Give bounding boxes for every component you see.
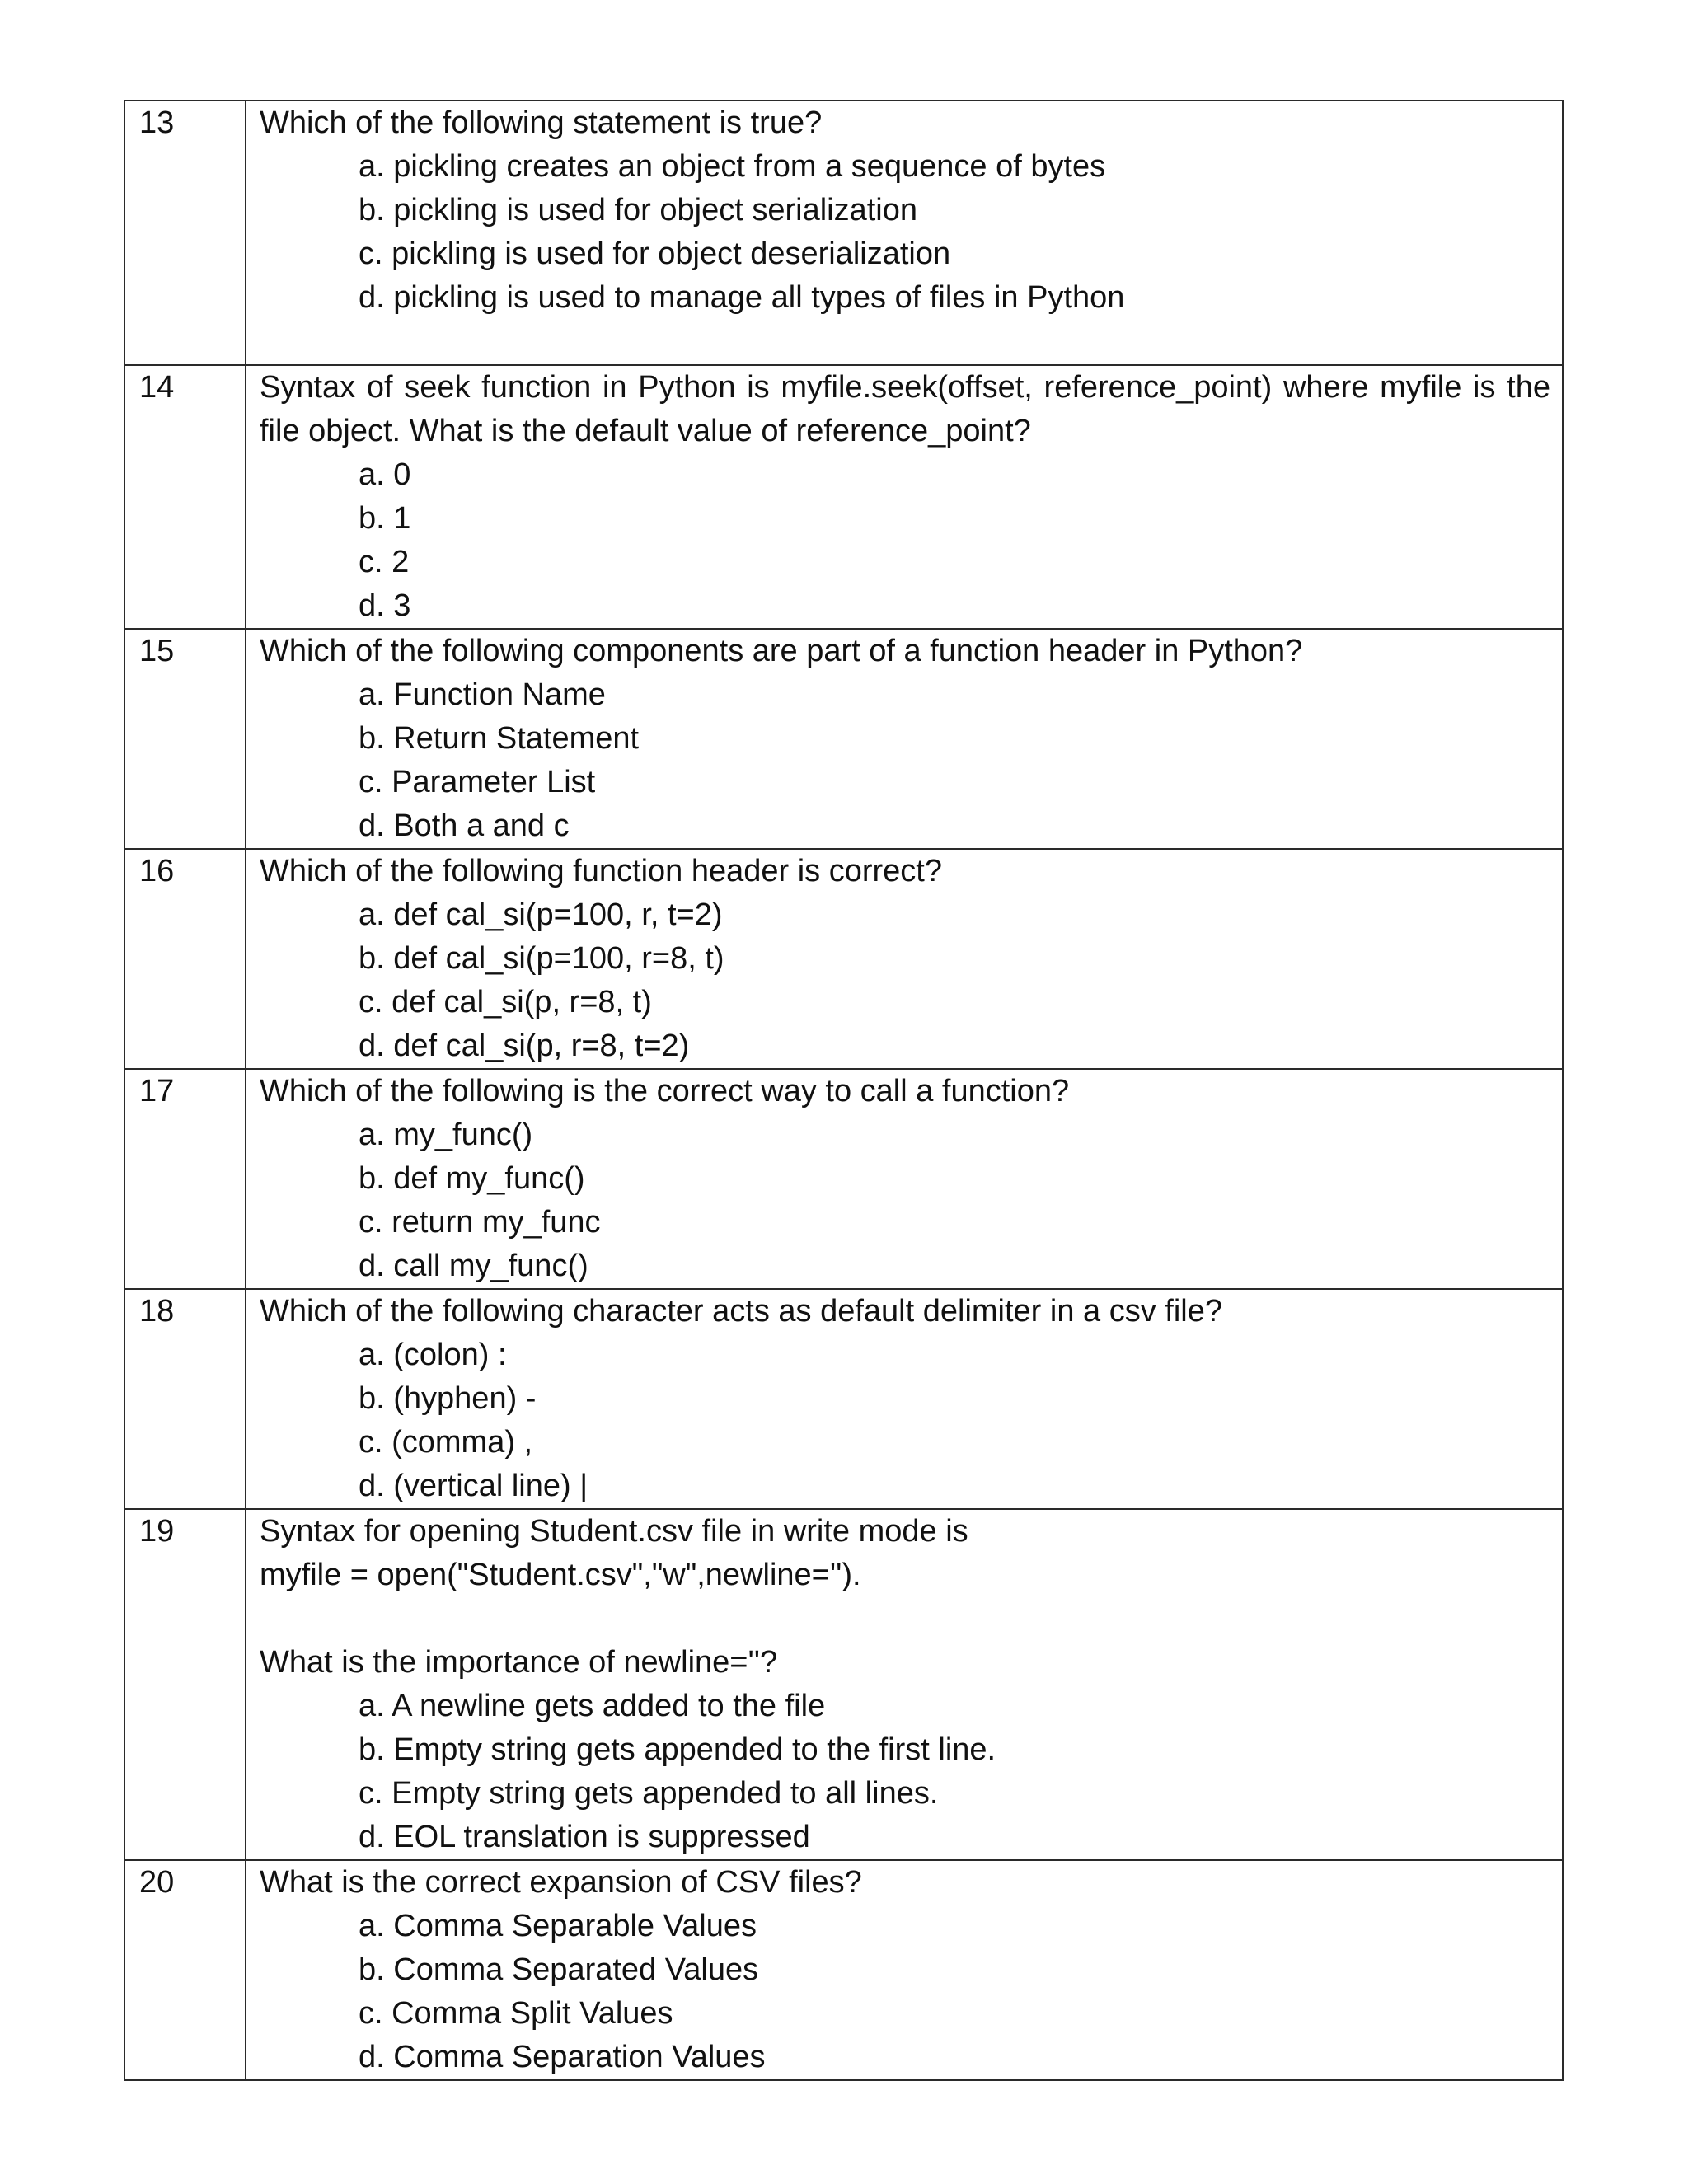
question-body — [246, 1289, 1563, 1509]
option-item: c. 2 — [359, 545, 410, 579]
option-list — [260, 1113, 1550, 1288]
option-item: b. 1 — [359, 501, 411, 536]
option-list — [260, 1333, 1550, 1508]
option-list — [260, 1685, 1550, 1859]
option-item: d. pickling is used to manage all types of files in Python — [359, 280, 1125, 315]
question-text: Which of the following character acts as default delimiter in a csv file? — [260, 1294, 1222, 1329]
option-list — [260, 453, 1550, 628]
question-body — [246, 849, 1563, 1069]
option-item: a. A newline gets added to the file — [359, 1689, 826, 1723]
question-row — [124, 629, 1563, 849]
question-body — [246, 365, 1563, 629]
question-subtext: What is the importance of newline=''? — [260, 1645, 778, 1680]
question-number: 13 — [124, 101, 246, 365]
option-item: a. 0 — [359, 457, 411, 492]
option-item: d. def cal_si(p, r=8, t=2) — [359, 1029, 690, 1063]
option-item: c. Parameter List — [359, 765, 596, 799]
option-list — [260, 893, 1550, 1068]
question-row — [124, 1860, 1563, 2080]
question-body — [246, 1069, 1563, 1289]
option-item: b. def my_func() — [359, 1161, 585, 1196]
blank-line — [260, 1597, 1550, 1641]
option-item: d. Both a and c — [359, 808, 570, 843]
question-row — [124, 849, 1563, 1069]
option-item: c. pickling is used for object deserialization — [359, 237, 951, 271]
question-number: 14 — [124, 365, 246, 629]
option-item: b. Comma Separated Values — [359, 1952, 759, 1987]
option-item: b. (hyphen) - — [359, 1381, 537, 1416]
option-item: b. Empty string gets appended to the first line. — [359, 1732, 996, 1767]
question-text: What is the correct expansion of CSV files? — [260, 1865, 862, 1900]
question-number: 19 — [124, 1509, 246, 1860]
option-item: c. Empty string gets appended to all lines. — [359, 1776, 939, 1811]
question-text: Which of the following is the correct way to call a function? — [260, 1074, 1070, 1108]
question-row — [124, 365, 1563, 629]
question-body — [246, 1509, 1563, 1860]
option-item: d. call my_func() — [359, 1249, 588, 1283]
question-row — [124, 1509, 1563, 1860]
question-body — [246, 629, 1563, 849]
question-body — [246, 1860, 1563, 2080]
option-item: a. (colon) : — [359, 1338, 507, 1372]
option-item: d. EOL translation is suppressed — [359, 1820, 810, 1854]
question-number: 17 — [124, 1069, 246, 1289]
question-row — [124, 1069, 1563, 1289]
question-text: Which of the following function header is correct? — [260, 854, 942, 888]
question-text: Syntax for opening Student.csv file in write mode is — [260, 1514, 968, 1549]
question-number: 18 — [124, 1289, 246, 1509]
question-text: Which of the following components are part of a function header in Python? — [260, 634, 1303, 668]
question-table — [124, 100, 1564, 2081]
option-list — [260, 145, 1550, 320]
option-item: d. 3 — [359, 588, 411, 623]
option-item: b. pickling is used for object serialization — [359, 193, 918, 227]
question-row — [124, 101, 1563, 365]
option-list — [260, 1905, 1550, 2079]
question-text: Syntax of seek function in Python is myfile.seek(offset, reference_point) where myfile is the file object. What is the default value of reference_point? — [260, 370, 1550, 448]
question-text: Which of the following statement is true? — [260, 105, 823, 140]
question-number: 15 — [124, 629, 246, 849]
option-item: a. Comma Separable Values — [359, 1909, 757, 1943]
option-item: c. Comma Split Values — [359, 1996, 673, 2031]
option-item: a. Function Name — [359, 677, 606, 712]
option-item: a. def cal_si(p=100, r, t=2) — [359, 898, 723, 932]
option-item: b. Return Statement — [359, 721, 640, 756]
question-row — [124, 1289, 1563, 1509]
question-number: 20 — [124, 1860, 246, 2080]
option-item: a. pickling creates an object from a sequence of bytes — [359, 149, 1106, 184]
option-item: c. def cal_si(p, r=8, t) — [359, 985, 652, 1019]
option-item: a. my_func() — [359, 1118, 533, 1152]
question-body — [246, 101, 1563, 365]
question-code-line: myfile = open("Student.csv","w",newline=''). — [260, 1558, 861, 1592]
question-number: 16 — [124, 849, 246, 1069]
option-item: b. def cal_si(p=100, r=8, t) — [359, 941, 724, 976]
option-item: d. (vertical line) | — [359, 1469, 588, 1503]
option-list — [260, 673, 1550, 848]
option-item: d. Comma Separation Values — [359, 2040, 766, 2074]
option-item: c. return my_func — [359, 1205, 601, 1240]
option-item: c. (comma) , — [359, 1425, 533, 1460]
